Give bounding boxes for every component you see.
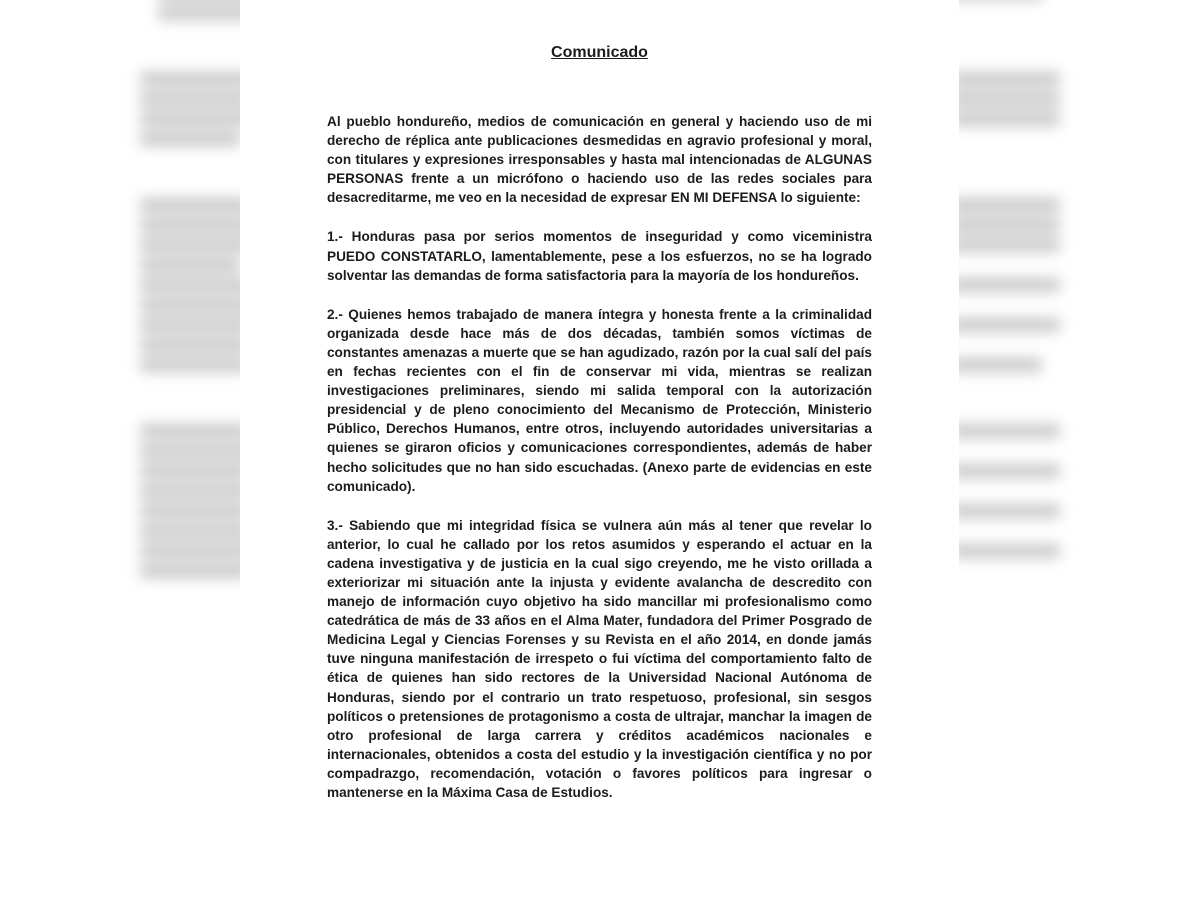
point-2-paragraph: 2.- Quienes hemos trabajado de manera íntegra y honesta frente a la criminalidad organizada desde hace más de dos décadas, también somos víctimas de constantes amenazas a muerte que se han agudizado, razón por la cual salí del país en fechas recientes con el fin de conservar mi vida, mientras se realizan investigaciones preliminares, siendo mi salida temporal con la autorización presidencial y de pleno conocimiento del Mecanismo de Protección, Ministerio Público, Derechos Humanos, entre otros, incluyendo autoridades universitarias a quienes se giraron oficios y comunicaciones correspondientes, además de haber hecho solicitudes que no han sido escuchadas. (Anexo parte de evidencias en este comunicado). xyxy=(327,306,872,494)
intro-paragraph: Al pueblo hondureño, medios de comunicación en general y haciendo uso de mi derecho de réplica ante publicaciones desmedidas en agravio profesional y moral, con titulares y expresiones irresponsables y hasta mal intencionadas de ALGUNAS PERSONAS frente a un micrófono o haciendo uso de las redes sociales para desacreditarme, me veo en la necesidad de expresar EN MI DEFENSA lo siguiente: xyxy=(327,114,872,206)
document-page xyxy=(241,0,958,900)
point-1-paragraph: 1.- Honduras pasa por serios momentos de inseguridad y como viceministra PUEDO CONSTATARLO, lamentablemente, pese a los esfuerzos, no se ha logrado solventar las demandas de forma satisfactoria para la mayoría de los hondureños. xyxy=(327,229,872,283)
document-title: Comunicado xyxy=(551,44,648,61)
document-body xyxy=(327,42,872,822)
point-3-paragraph: 3.- Sabiendo que mi integridad física se vulnera aún más al tener que revelar lo anterior, lo cual he callado por los retos asumidos y esperando el actuar en la cadena investigativa y de justicia en la cual sigo creyendo, me he visto orillada a exteriorizar mi situación ante la injusta y evidente avalancha de descredito con manejo de información cuyo objetivo ha sido mancillar mi profesionalismo como catedrática de más de 33 años en el Alma Mater, fundadora del Primer Posgrado de Medicina Legal y Ciencias Forenses y su Revista en el año 2014, en donde jamás tuve ninguna manifestación de irrespeto o fui víctima del comportamiento falto de ética de quienes han sido rectores de la Universidad Nacional Autónoma de Honduras, siendo por el contrario un trato respetuoso, profesional, sin sesgos políticos o pretensiones de protagonismo a costa de ultrajar, manchar la imagen de otro profesional de larga carrera y créditos académicos nacionales e internacionales, obtenidos a costa del estudio y la investigación científica y no por compadrazgo, recomendación, votación o favores políticos para ingresar o mantenerse en la Máxima Casa de Estudios. xyxy=(327,517,872,800)
